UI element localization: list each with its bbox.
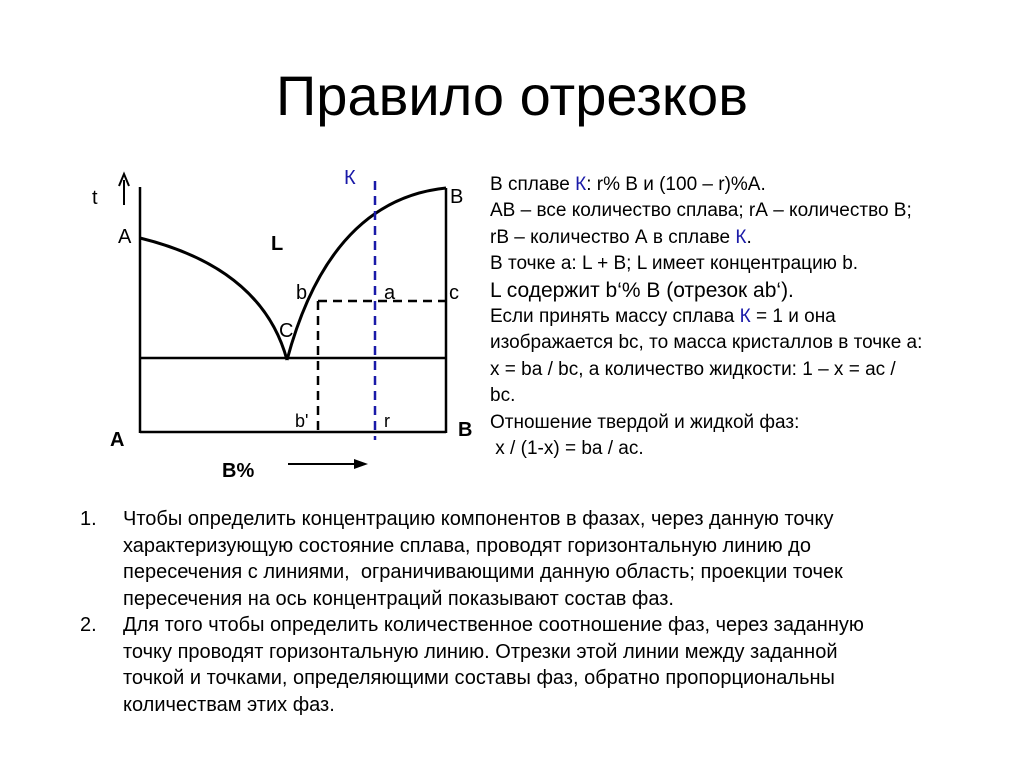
rule-number: 1.	[80, 508, 97, 530]
rule-text-line: пересечения на ось концентраций показывают состав фаз.	[123, 587, 674, 610]
liquid-region-label: L	[271, 233, 284, 255]
liquidus-left-curve	[140, 238, 287, 360]
t-axis-label: t	[92, 187, 98, 209]
rule-text-line: Для того чтобы определить количественное соотношение фаз, через заданную	[123, 614, 864, 636]
rule-number: 2.	[80, 614, 97, 636]
explanation-line: L содержит b‘% В (отрезок ab‘).	[490, 278, 794, 302]
component-a-label: A	[110, 429, 125, 451]
point-b-top-label: B	[450, 186, 464, 208]
rule-item	[80, 506, 1000, 612]
rule-text-line: количествам этих фаз.	[123, 693, 335, 716]
rule-text-line: характеризующую состояние сплава, проводят горизонтальную линию до	[123, 534, 811, 557]
alloy-k-label: К	[344, 167, 356, 189]
explanation-line: x = ba / bc, а количество жидкости: 1 – x = ac /	[490, 358, 896, 380]
explanation-line: АВ – все количество сплава; rА – количество В;	[490, 200, 912, 222]
rules-list	[80, 506, 1000, 718]
point-b-prime-label: b'	[295, 411, 309, 431]
explanation-formula: x / (1-x) = ba / ac.	[490, 438, 644, 460]
slide-title: Правило отрезков	[276, 64, 748, 127]
liquidus-right-curve	[287, 188, 446, 360]
concentration-arrowhead	[354, 459, 368, 469]
explanation-line: В точке a: L + В; L имеет концентрацию b.	[490, 253, 859, 275]
point-b-label: b	[296, 282, 308, 304]
rule-item	[80, 612, 1000, 718]
point-a-label: A	[118, 226, 132, 248]
point-r-label: r	[384, 411, 390, 431]
rule-text-line: Чтобы определить концентрацию компонентов в фазах, через данную точку	[123, 508, 834, 530]
rule-text-line: точкой и точками, определяющими составы фаз, обратно пропорциональны	[123, 667, 835, 689]
explanation-line: rВ – количество А в сплаве К.	[490, 226, 752, 248]
point-c-label: c	[449, 282, 459, 304]
rule-text-line: пересечения с линиями, ограничивающими данную область; проекции точек	[123, 561, 843, 583]
eutectic-point-label: C	[279, 320, 294, 342]
point-a-lower-label: a	[384, 282, 396, 304]
explanation-block	[490, 172, 1020, 462]
explanation-line: В сплаве К: r% В и (100 – r)%А.	[490, 174, 766, 195]
rule-text-line: точку проводят горизонтальную линию. Отрезки этой линии между заданной	[123, 640, 838, 663]
explanation-line: bc.	[490, 385, 516, 407]
explanation-line: Если принять массу сплава К = 1 и она	[490, 306, 836, 328]
explanation-line: изображается bc, то масса кристаллов в точке a:	[490, 332, 923, 354]
concentration-axis-label: B%	[222, 460, 255, 482]
explanation-line: Отношение твердой и жидкой фаз:	[490, 411, 800, 433]
component-b-label: B	[458, 419, 473, 441]
alloy-k-ref: К	[575, 174, 587, 195]
alloy-k-ref: К	[735, 226, 747, 248]
alloy-k-ref: К	[739, 306, 751, 328]
